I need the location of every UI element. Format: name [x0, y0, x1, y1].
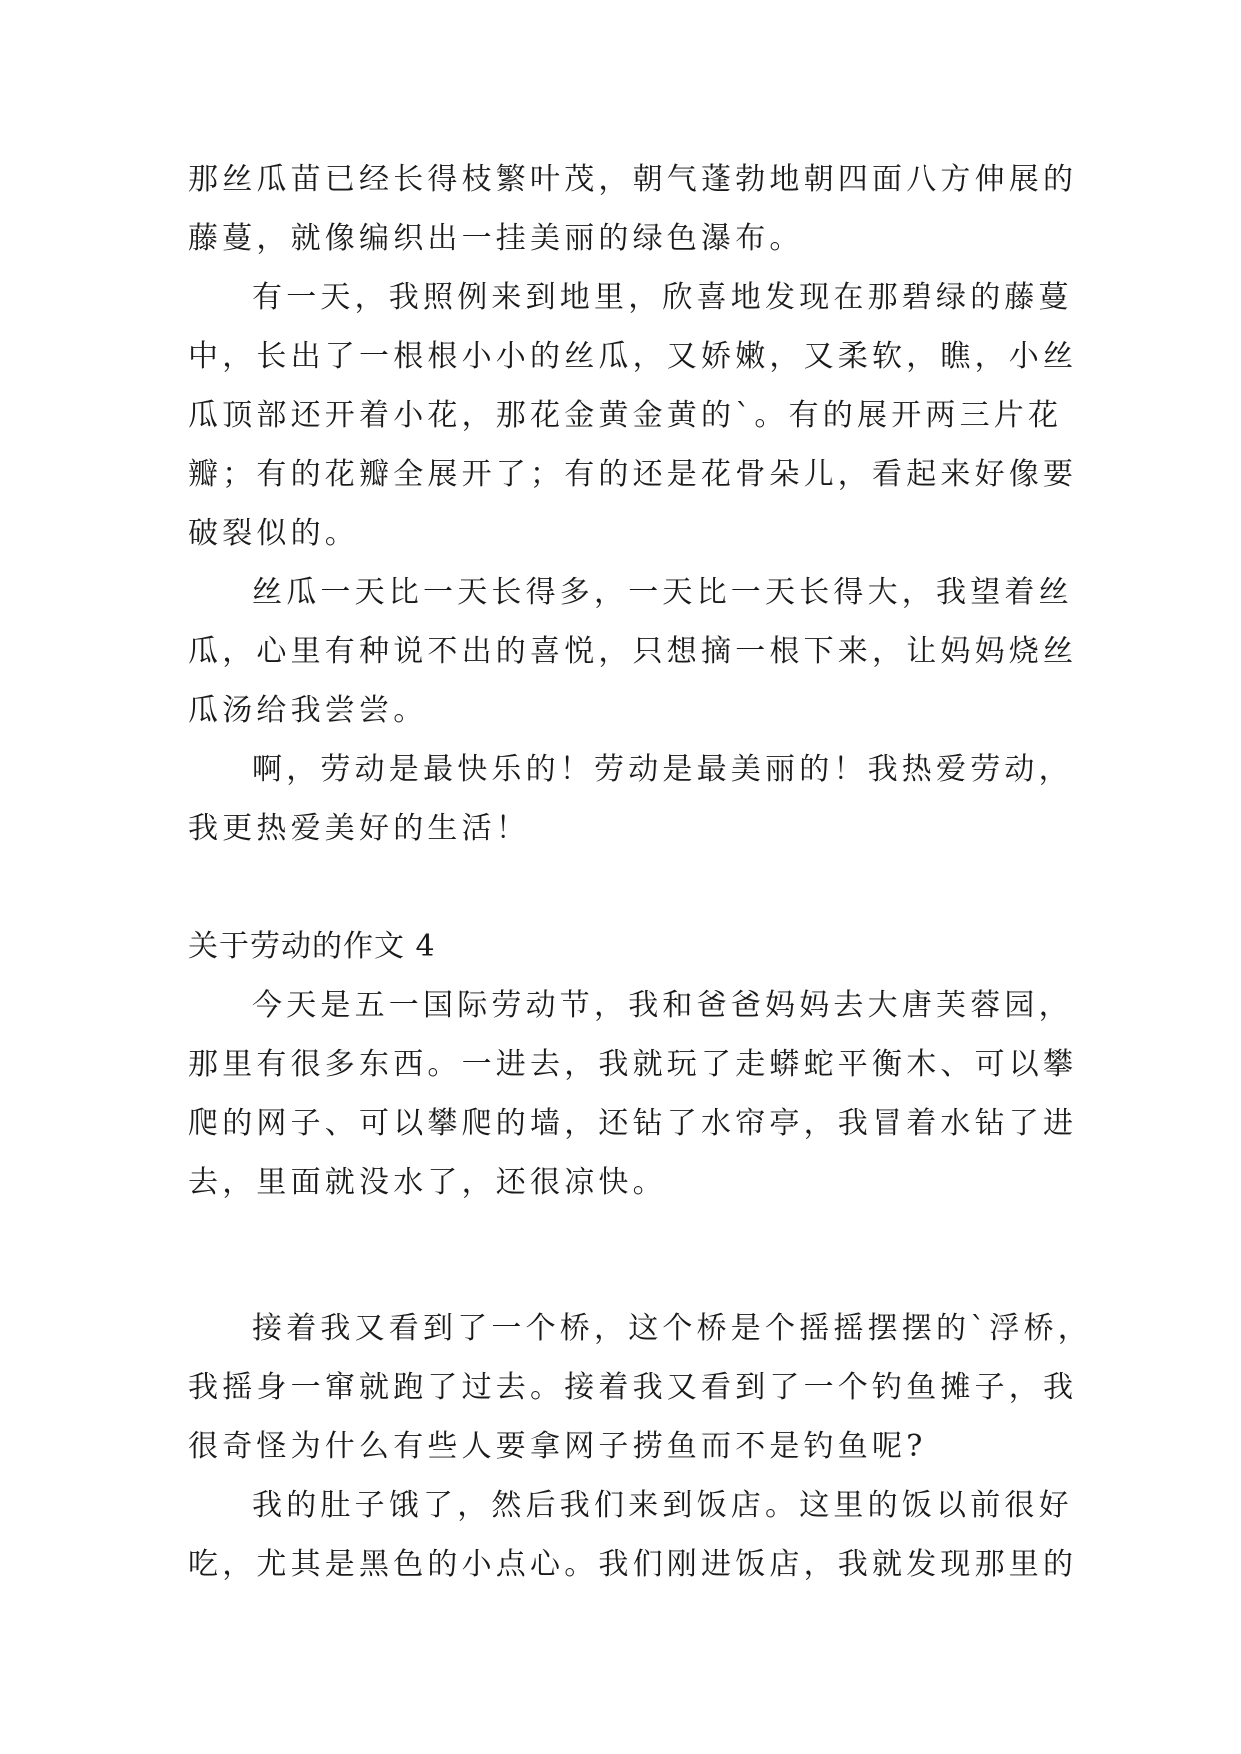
paragraph-7	[188, 1476, 1078, 1594]
text-line: 有一天，我照例来到地里，欣喜地发现在那碧绿的藤蔓	[252, 280, 1073, 315]
spacer	[188, 858, 1058, 917]
spacer	[188, 1271, 1058, 1299]
text-line: 中，长出了一根根小小的丝瓜，又娇嫩，又柔软，瞧，小丝	[188, 339, 1078, 374]
paragraph-1	[188, 150, 1078, 268]
text-line: 爬的网子、可以攀爬的墙，还钻了水帘亭，我冒着水钻了进	[188, 1106, 1078, 1141]
text-line: 我的肚子饿了，然后我们来到饭店。这里的饭以前很好	[252, 1488, 1073, 1523]
section-heading: 关于劳动的作文 4	[188, 929, 436, 964]
text-line: 我摇身一窜就跑了过去。接着我又看到了一个钓鱼摊子，我	[188, 1370, 1078, 1405]
paragraph-4	[188, 740, 1073, 858]
document-page	[188, 150, 1092, 1594]
text-line: 接着我又看到了一个桥，这个桥是个摇摇摆摆的`浮桥，	[252, 1311, 1092, 1346]
text-line: 那丝瓜苗已经长得枝繁叶茂，朝气蓬勃地朝四面八方伸展的	[188, 162, 1078, 197]
paragraph-2	[188, 268, 1078, 563]
text-line: 去，里面就没水了，还很凉快。	[188, 1165, 667, 1200]
spacer	[188, 1212, 1058, 1271]
text-line: 丝瓜一天比一天长得多，一天比一天长得大，我望着丝	[252, 575, 1073, 610]
paragraph-6	[188, 1299, 1092, 1476]
text-line: 瓜，心里有种说不出的喜悦，只想摘一根下来，让妈妈烧丝	[188, 634, 1078, 669]
text-line: 我更热爱美好的生活！	[188, 811, 530, 846]
text-line: 瓣；有的花瓣全展开了；有的还是花骨朵儿，看起来好像要	[188, 457, 1078, 492]
text-line: 今天是五一国际劳动节，我和爸爸妈妈去大唐芙蓉园，	[252, 988, 1073, 1023]
paragraph-5	[188, 976, 1078, 1212]
text-line: 藤蔓，就像编织出一挂美丽的绿色瀑布。	[188, 221, 804, 256]
text-line: 瓜汤给我尝尝。	[188, 693, 428, 728]
paragraph-3	[188, 563, 1078, 740]
text-line: 瓜顶部还开着小花，那花金黄金黄的`。有的展开两三片花	[188, 398, 1063, 433]
text-line: 很奇怪为什么有些人要拿网子捞鱼而不是钓鱼呢?	[188, 1429, 927, 1464]
text-line: 吃，尤其是黑色的小点心。我们刚进饭店，我就发现那里的	[188, 1547, 1078, 1582]
text-line: 啊，劳动是最快乐的！劳动是最美丽的！我热爱劳动，	[252, 752, 1073, 787]
text-line: 那里有很多东西。一进去，我就玩了走蟒蛇平衡木、可以攀	[188, 1047, 1078, 1082]
text-line: 破裂似的。	[188, 516, 359, 551]
